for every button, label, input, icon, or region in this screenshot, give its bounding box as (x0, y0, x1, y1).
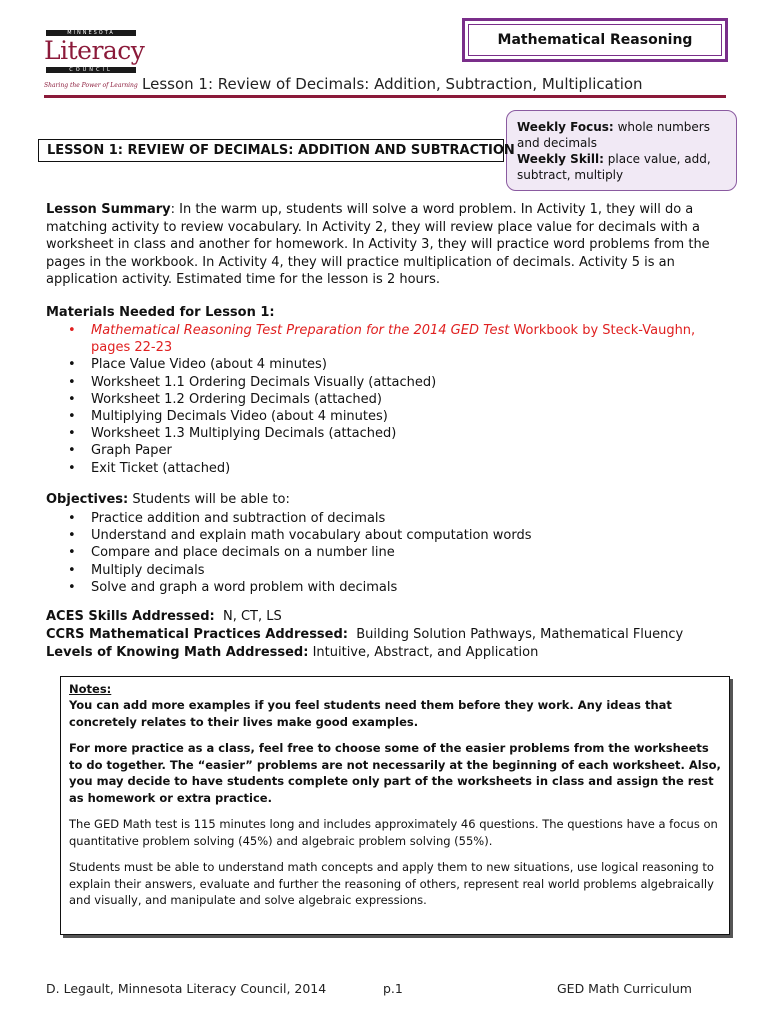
list-item (68, 322, 726, 356)
logo-bottom-band: COUNCIL (46, 67, 136, 73)
list-item: • Multiply decimals (68, 562, 726, 579)
lesson-summary-label: Lesson Summary (46, 202, 171, 217)
list-item: • Multiplying Decimals Video (about 4 minutes) (68, 408, 726, 425)
levels-value: Intuitive, Abstract, and Application (308, 645, 539, 660)
list-item: • Worksheet 1.3 Multiplying Decimals (attached) (68, 425, 726, 442)
objectives-label: Objectives: (46, 492, 129, 507)
notes-paragraph: You can add more examples if you feel students need them before they work. Any ideas that concretely relates to their lives make good examples. (69, 698, 672, 729)
list-item: • Worksheet 1.2 Ordering Decimals (attached) (68, 391, 726, 408)
notes-heading: Notes: (69, 682, 112, 696)
ccrs-value: Building Solution Pathways, Mathematical Fluency (348, 627, 684, 642)
list-item: • Exit Ticket (attached) (68, 460, 726, 477)
aces-value: N, CT, LS (214, 609, 282, 624)
materials-list (68, 322, 726, 477)
notes-paragraph: Students must be able to understand math concepts and apply them to new situations, use logical reasoning to explain their answers, evaluate and further the reasoning of others, represent real world problems algebraically and visually, and manipulate and solve algebraic expressions. (69, 860, 714, 907)
objectives-intro: Students will be able to: (128, 492, 290, 507)
notes-paragraph: The GED Math test is 115 minutes long and includes approximately 46 questions. The questions have a focus on quantitative problem solving (45%) and algebraic problem solving (55%). (69, 817, 718, 848)
weekly-focus-value: whole numbers and decimals (517, 120, 710, 150)
weekly-skill (517, 151, 726, 183)
header-divider (44, 95, 726, 98)
lesson-summary (46, 201, 726, 289)
ccrs-label: CCRS Mathematical Practices Addressed: (46, 627, 348, 642)
logo-tagline: Sharing the Power of Learning (44, 82, 138, 89)
weekly-focus (517, 119, 726, 151)
ccrs-practices (46, 627, 683, 642)
weekly-skill-label: Weekly Skill: (517, 152, 604, 166)
minnesota-literacy-council-logo (44, 30, 145, 92)
logo-wordmark: Literacy (44, 36, 145, 65)
levels-of-knowing (46, 645, 538, 660)
list-item: • Graph Paper (68, 442, 726, 459)
lesson-summary-text: : In the warm up, students will solve a word problem. In Activity 1, they will do a matching activity to review vocabulary. In Activity 2, they will review place value for decimals with a worksheet in class and another for homework. In Activity 3, they will practice word problems from the pages in the workbook. In Activity 4, they will practice multiplication of decimals. Activity 5 is an application activity. Estimated time for the lesson is 2 hours. (46, 202, 710, 288)
list-item: • Understand and explain math vocabulary about computation words (68, 527, 726, 544)
workbook-details: Workbook by Steck-Vaughn, pages 22-23 (91, 323, 696, 356)
weekly-focus-label: Weekly Focus: (517, 120, 614, 134)
list-item: • Worksheet 1.1 Ordering Decimals Visually (attached) (68, 374, 726, 391)
objectives-heading (46, 492, 290, 507)
workbook-title: Mathematical Reasoning Test Preparation for the 2014 GED Test (91, 323, 510, 338)
footer-page-number: p.1 (383, 981, 403, 996)
list-item: • Compare and place decimals on a number line (68, 544, 726, 561)
list-item: • Practice addition and subtraction of decimals (68, 510, 726, 527)
notes-paragraph: For more practice as a class, feel free to choose some of the easier problems from the worksheets to do together. The “easier” problems are not necessarily at the beginning of each worksheet. Also, you may decide to have students complete only part of the worksheets in class and assign the rest as homework or extra practice. (69, 741, 721, 805)
subject-title: Mathematical Reasoning (468, 24, 722, 56)
notes-box (60, 676, 730, 935)
objectives-list (68, 510, 726, 596)
levels-label: Levels of Knowing Math Addressed: (46, 645, 309, 660)
footer-author: D. Legault, Minnesota Literacy Council, 2014 (46, 981, 327, 996)
aces-skills (46, 609, 282, 624)
aces-label: ACES Skills Addressed: (46, 609, 215, 624)
list-item: • Place Value Video (about 4 minutes) (68, 356, 726, 373)
weekly-skill-value: place value, add, subtract, multiply (517, 152, 711, 182)
footer-curriculum: GED Math Curriculum (557, 981, 692, 996)
subject-box (462, 18, 728, 62)
logo-top-band: MINNESOTA (46, 30, 136, 36)
lesson-heading: LESSON 1: REVIEW OF DECIMALS: ADDITION AND SUBTRACTION (38, 139, 504, 162)
list-item: • Solve and graph a word problem with decimals (68, 579, 726, 596)
materials-heading: Materials Needed for Lesson 1: (46, 305, 275, 320)
weekly-focus-box (506, 110, 737, 191)
header-lesson-title: Lesson 1: Review of Decimals: Addition, Subtraction, Multiplication (142, 75, 643, 93)
